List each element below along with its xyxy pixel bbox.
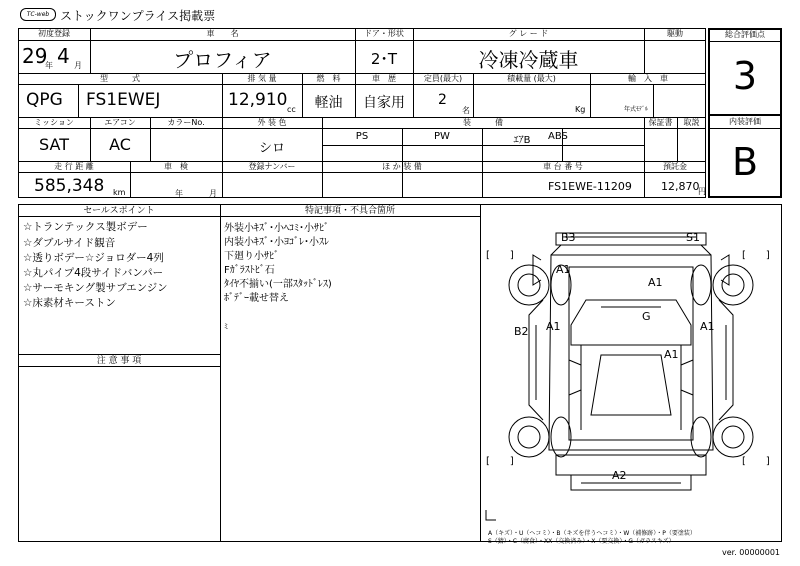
damage-mark-g: G	[642, 310, 651, 323]
displacement: 12,910	[228, 90, 288, 110]
list-item: 下廻り小ｻﾋﾞ	[224, 251, 279, 262]
capacity-unit: 名	[462, 106, 470, 115]
list-item: ☆ダブルサイド観音	[23, 237, 116, 249]
bracket-placeholder: [ ]	[486, 456, 514, 467]
hdr-warranty: 保証書	[648, 118, 673, 127]
mileage-unit: km	[113, 188, 126, 197]
equip-airbag: ｴｱB	[513, 135, 531, 146]
equip-ps: PS	[355, 131, 369, 142]
equip-abs-label: ABS	[548, 131, 568, 142]
fuel: 軽油	[314, 95, 343, 111]
hdr-first-reg: 初度登録	[38, 29, 70, 38]
hdr-name: 車 名	[206, 29, 239, 38]
capacity: 2	[438, 92, 447, 108]
bracket-placeholder: [ ]	[742, 456, 770, 467]
grade: 冷凍冷蔵車	[478, 48, 579, 72]
sales-points-title: セールスポイント	[83, 206, 155, 216]
list-item: ☆サーモキング製サブエンジン	[23, 282, 168, 294]
list-item: ☆丸パイプ4段サイドバンパー	[23, 267, 164, 279]
first-reg-year: 29	[22, 44, 48, 68]
year-unit: 年	[45, 61, 53, 70]
import-year: 年式	[624, 106, 637, 113]
hdr-aircon: エアコン	[104, 118, 136, 127]
form-title: ストックワンプライス掲載票	[60, 9, 216, 23]
hdr-interior-score: 内装評価	[710, 117, 780, 129]
import-model: ﾓﾃﾞﾙ	[636, 106, 649, 113]
exterior-color: シロ	[258, 141, 285, 156]
list-item: ☆トランテックス製ボデー	[23, 221, 148, 233]
list-item: 内装小ｷｽﾞ･小ﾖｺﾞﾚ･小ｽﾚ	[224, 237, 329, 248]
car-name: プロフィア	[173, 48, 272, 72]
damage-mark-a1: A1	[664, 348, 679, 361]
damage-mark-b3: B3	[561, 231, 576, 244]
model-prefix: QPG	[26, 90, 63, 110]
list-item: ☆透りボデー☆ジョロダー4列	[23, 252, 164, 264]
hdr-fuel: 燃 料	[316, 74, 341, 83]
hdr-mileage: 走 行 距 離	[54, 162, 94, 171]
list-item: ﾐ	[224, 322, 228, 331]
hdr-model: 型 式	[100, 74, 140, 83]
hdr-drive: 駆動	[667, 29, 683, 38]
damage-mark-b2: B2	[514, 325, 529, 338]
hdr-exterior: 外 装 色	[257, 118, 287, 127]
hdr-other-equipment: ほ か 装 備	[382, 162, 422, 171]
damage-mark-a1: A1	[700, 320, 715, 333]
hdr-history: 車 歴	[372, 74, 396, 83]
door-shape: 2･T	[370, 50, 398, 68]
damage-mark-s1: S1	[686, 231, 700, 244]
list-item: ☆床素材キーストン	[23, 297, 116, 309]
bracket-placeholder: [ ]	[486, 250, 514, 261]
hdr-total-score: 総合評価点	[710, 30, 780, 42]
list-item: Fｶﾞﾗｽﾄﾋﾞ石	[224, 265, 275, 276]
hdr-manual: 取説	[683, 118, 700, 127]
displacement-unit: cc	[287, 105, 296, 114]
hdr-inspection: 車 検	[164, 162, 188, 171]
list-item: ﾎﾞﾃﾞｰ載せ替え	[224, 293, 289, 304]
hdr-import: 輸 入 車	[628, 74, 668, 83]
total-score-box	[708, 28, 782, 116]
hdr-grade: グ レ ー ド	[508, 29, 549, 38]
hdr-deposit: 預託金	[663, 162, 687, 171]
total-score: 3	[732, 54, 758, 98]
hdr-load: 積載量 (最大)	[507, 74, 556, 83]
mileage: 585,348	[34, 176, 105, 196]
hdr-capacity: 定員(最大)	[423, 74, 463, 83]
version-label: ver. 00000001	[722, 548, 781, 557]
model: FS1EWEJ	[86, 90, 161, 110]
bracket-placeholder: [ ]	[742, 250, 770, 261]
list-item: 外装小ｷｽﾞ･小ﾍｺﾐ･小ｻﾋﾞ	[224, 223, 329, 234]
list-item: ﾀｲﾔ不揃い(一部ｽﾀｯﾄﾞﾚｽ)	[224, 279, 332, 290]
deposit: 12,870	[661, 180, 700, 193]
notes-title: 特記事項・不具合箇所	[304, 206, 395, 216]
damage-mark-a1: A1	[546, 320, 561, 333]
interior-score-box	[708, 116, 782, 198]
damage-mark-a1: A1	[556, 263, 571, 276]
inspection-month-unit: 月	[209, 189, 217, 198]
hdr-color-no: カラーNo.	[167, 118, 205, 127]
hdr-mission: ミッション	[34, 118, 74, 127]
damage-legend-line-2: S（錆）・C（腐食）・XX（交換済み）・X（要交換）・G（ガラスキズ）	[488, 538, 675, 545]
history: 自家用	[363, 95, 405, 111]
damage-mark-a1: A1	[648, 276, 663, 289]
month-unit: 月	[74, 61, 82, 70]
chassis-number: FS1EWE-11209	[548, 180, 632, 193]
deposit-unit: 円	[698, 187, 706, 196]
hdr-chassis: 車 台 番 号	[543, 162, 583, 171]
hdr-door: ドア・形状	[364, 29, 404, 38]
truck-damage-diagram	[481, 205, 781, 525]
damage-legend-line-1: A（キズ）・U（ヘコミ）・B（キズを伴うヘコミ）・W（補修跡）・P（要塗装）	[488, 530, 696, 537]
equip-pw: PW	[434, 131, 450, 142]
mission: SAT	[39, 135, 69, 154]
aircon: AC	[109, 135, 131, 154]
interior-score: B	[731, 140, 759, 184]
caution-title: 注 意 事 項	[96, 356, 142, 366]
first-reg-month: 4	[57, 44, 70, 68]
hdr-plate: 登録ナンバー	[248, 162, 296, 171]
damage-mark-a2: A2	[612, 469, 627, 482]
load-unit: Kg	[575, 105, 586, 114]
hdr-displacement: 排 気 量	[247, 74, 277, 83]
logo: TC-web	[20, 8, 56, 21]
hdr-equipment: 装 備	[463, 118, 503, 127]
inspection-year-unit: 年	[175, 189, 183, 198]
